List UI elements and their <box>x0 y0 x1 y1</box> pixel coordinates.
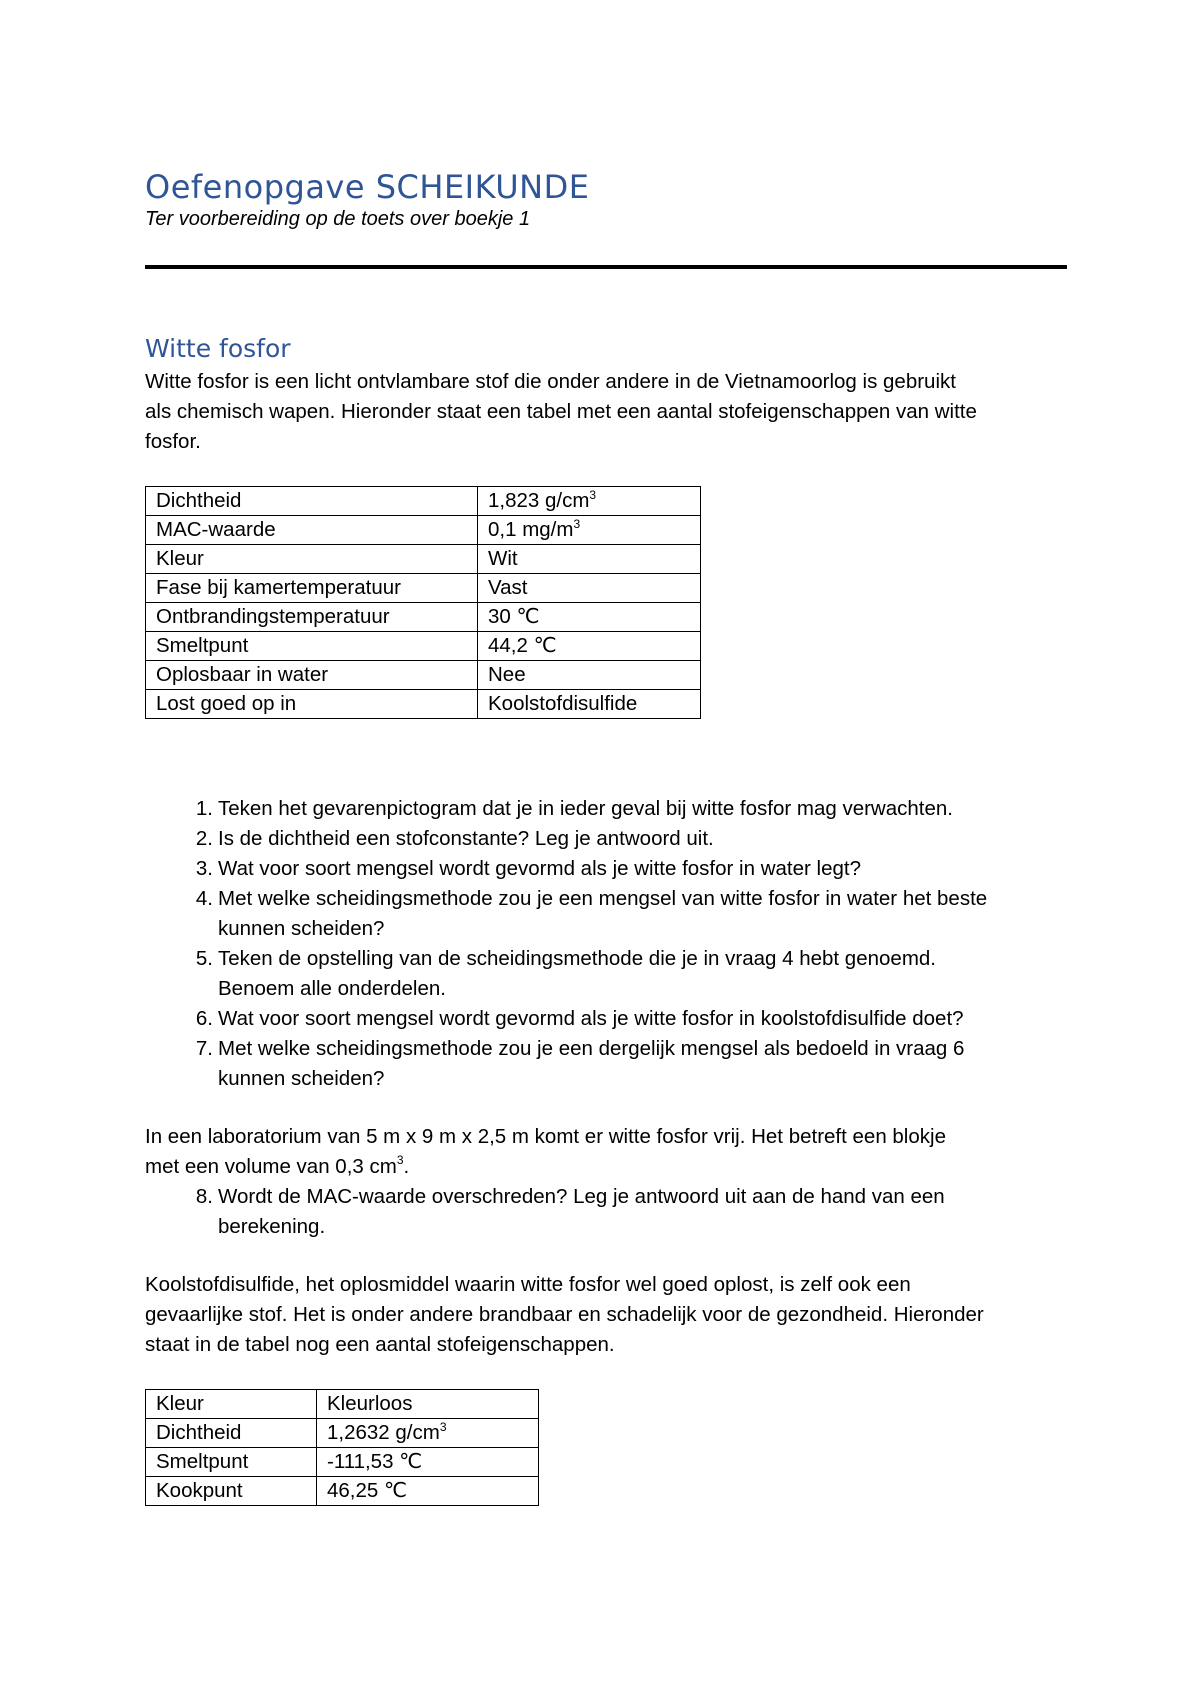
value-cell: -111,53 ℃ <box>317 1448 539 1477</box>
question-text: kunnen scheiden? <box>218 1067 385 1090</box>
question-item <box>145 884 1085 944</box>
value-cell: Kleurloos <box>317 1390 539 1419</box>
question-text: Benoem alle onderdelen. <box>218 977 446 1000</box>
page-subtitle: Ter voorbereiding op de toets over boekje 1 <box>145 208 531 230</box>
property-cell: Smeltpunt <box>146 1448 317 1477</box>
question-number: 2 . <box>183 824 213 854</box>
value-cell: 30 ℃ <box>478 603 701 632</box>
value-cell: 44,2 ℃ <box>478 632 701 661</box>
table-row <box>146 1390 539 1419</box>
koolstof-paragraph <box>145 1270 1065 1360</box>
question-number: 5 . <box>183 944 213 974</box>
intro-line: Witte fosfor is een licht ontvlambare stof die onder andere in de Vietnamoorlog is gebruikt <box>145 370 956 393</box>
lab-line: met een volume van 0,3 $cm^3$. <box>145 1153 410 1178</box>
property-cell: Oplosbaar in water <box>146 661 478 690</box>
table-row <box>146 1477 539 1506</box>
property-cell: Smeltpunt <box>146 632 478 661</box>
property-cell: Lost goed op in <box>146 690 478 719</box>
question-item <box>145 794 1085 824</box>
question-number: 3 . <box>183 854 213 884</box>
table-row <box>146 516 701 545</box>
question-item <box>145 1004 1085 1034</box>
intro-line: als chemisch wapen. Hieronder staat een tabel met een aantal stofeigenschappen van witte <box>145 400 977 423</box>
koolstof-line: gevaarlijke stof. Het is onder andere brandbaar en schadelijk voor de gezondheid. Hieronder <box>145 1303 984 1326</box>
property-cell: Fase bij kamertemperatuur <box>146 574 478 603</box>
question-list <box>145 794 1085 1094</box>
table-row <box>146 690 701 719</box>
lab-paragraph <box>145 1122 1065 1182</box>
value-cell: Vast <box>478 574 701 603</box>
properties-table-witte-fosfor <box>145 486 701 719</box>
property-cell: Kleur <box>146 1390 317 1419</box>
question-text: Met welke scheidingsmethode zou je een dergelijk mengsel als bedoeld in vraag 6 <box>218 1037 965 1060</box>
properties-table-koolstofdisulfide <box>145 1389 539 1506</box>
question-text: kunnen scheiden? <box>218 917 385 940</box>
question-number: 1 . <box>183 794 213 824</box>
property-cell: Kookpunt <box>146 1477 317 1506</box>
question-text: Teken het gevarenpictogram dat je in ieder geval bij witte fosfor mag verwachten. <box>218 797 953 820</box>
question-text: Teken de opstelling van de scheidingsmethode die je in vraag 4 hebt genoemd. <box>218 947 936 970</box>
table-row <box>146 487 701 516</box>
question-text: Wat voor soort mengsel wordt gevormd als je witte fosfor in water legt? <box>218 857 861 880</box>
lab-line: In een laboratorium van 5 m x 9 m x 2,5 m komt er witte fosfor vrij. Het betreft een blokje <box>145 1125 946 1148</box>
value-cell: Koolstofdisulfide <box>478 690 701 719</box>
page-title: Oefenopgave SCHEIKUNDE <box>145 168 590 206</box>
property-cell: Dichtheid <box>146 487 478 516</box>
table-row <box>146 545 701 574</box>
question-item <box>145 1034 1085 1094</box>
table-row <box>146 574 701 603</box>
question-text: Is de dichtheid een stofconstante? Leg je antwoord uit. <box>218 827 714 850</box>
koolstof-line: staat in de tabel nog een aantal stofeigenschappen. <box>145 1333 615 1356</box>
value-cell: 1,2632 $g/cm^3$ <box>317 1419 539 1448</box>
koolstof-line: Koolstofdisulfide, het oplosmiddel waarin witte fosfor wel goed oplost, is zelf ook een <box>145 1273 911 1296</box>
question-item <box>145 854 1085 884</box>
question-number: 6 . <box>183 1004 213 1034</box>
table-row <box>146 1419 539 1448</box>
header-divider <box>145 265 1067 269</box>
value-cell: 0,1 $mg/m^3$ <box>478 516 701 545</box>
question-text: berekening. <box>218 1215 326 1238</box>
question-number: 8 . <box>183 1182 213 1212</box>
question-item <box>145 824 1085 854</box>
question-text: Wat voor soort mengsel wordt gevormd als je witte fosfor in koolstofdisulfide doet? <box>218 1007 964 1030</box>
question-text: Wordt de MAC-waarde overschreden? Leg je antwoord uit aan de hand van een <box>218 1185 945 1208</box>
question-item <box>145 944 1085 1004</box>
intro-paragraph <box>145 367 1065 457</box>
table-row <box>146 603 701 632</box>
table-row <box>146 661 701 690</box>
question-text: Met welke scheidingsmethode zou je een mengsel van witte fosfor in water het beste <box>218 887 988 910</box>
value-cell: 1,823 $g/cm^3$ <box>478 487 701 516</box>
section-heading: Witte fosfor <box>145 334 291 363</box>
question-number: 4 . <box>183 884 213 914</box>
property-cell: MAC-waarde <box>146 516 478 545</box>
property-cell: Ontbrandingstemperatuur <box>146 603 478 632</box>
table-row <box>146 1448 539 1477</box>
question-item <box>145 1182 1085 1242</box>
value-cell: Wit <box>478 545 701 574</box>
value-cell: 46,25 ℃ <box>317 1477 539 1506</box>
intro-line: fosfor. <box>145 430 201 453</box>
value-cell: Nee <box>478 661 701 690</box>
property-cell: Dichtheid <box>146 1419 317 1448</box>
table-row <box>146 632 701 661</box>
question-list-8 <box>145 1182 1085 1242</box>
property-cell: Kleur <box>146 545 478 574</box>
question-number: 7 . <box>183 1034 213 1064</box>
